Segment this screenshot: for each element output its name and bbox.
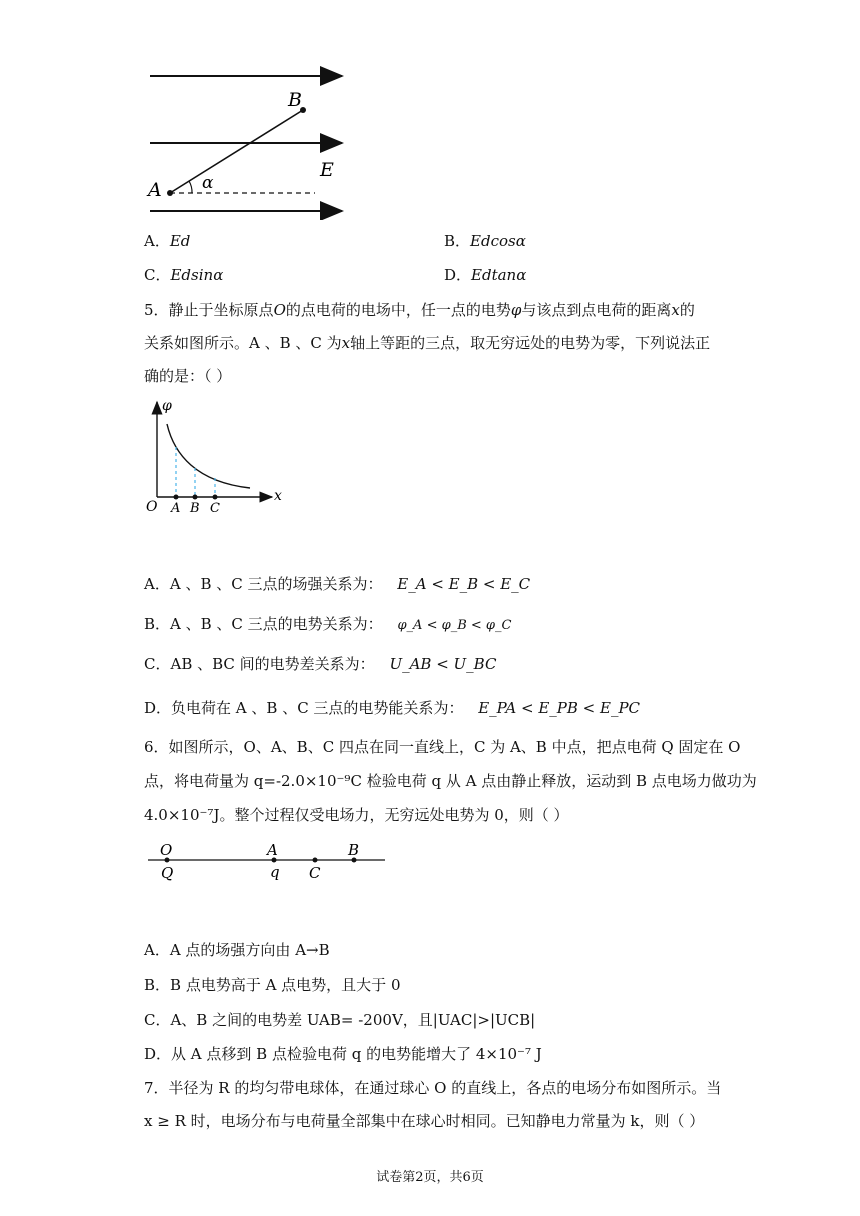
label-q-small: q [270,863,280,881]
label-phi: φ [162,398,172,414]
label-b: B [288,89,302,111]
dot-c [313,858,318,863]
q5-option-c: C．AB 、BC 间的电势差关系为： U_AB < U_BC [144,655,497,673]
label-e: E [320,159,334,181]
q4-option-a: A．Ed [144,232,191,250]
figure-q5-potential-graph [140,394,300,524]
label-a: A [148,179,162,201]
q6-stem-line3: 4.0×10⁻⁷J。整个过程仅受电场力，无穷远处电势为 0，则（ ） [144,806,569,824]
q6-option-c: C．A、B 之间的电势差 UAB= -200V，且|UAC|>|UCB| [144,1011,536,1029]
q4-option-c: C．Edsinα [144,266,224,284]
q6-option-a: A．A 点的场强方向由 A→B [144,941,330,959]
label-o: O [146,499,158,515]
angle-arc [189,181,192,193]
q7-stem-line1: 7．半径为 R 的均匀带电球体，在通过球心 O 的直线上，各点的电场分布如图所示。当 [144,1079,722,1097]
figure-q4-field-lines [140,60,360,220]
label-q-big: Q [161,864,174,882]
q6-option-d: D．从 A 点移到 B 点检验电荷 q 的电势能增大了 4×10⁻⁷ J [144,1045,542,1063]
q5-option-d: D．负电荷在 A 、B 、C 三点的电势能关系为： E_PA < E_PB < E_PC [144,699,641,717]
dot-c [213,495,218,500]
q5-option-b: B．A 、B 、C 三点的电势关系为： φ_A < φ_B < φ_C [144,615,512,633]
q6-stem-line2: 点，将电荷量为 q=-2.0×10⁻⁹C 检验电荷 q 从 A 点由静止释放，运动到 B 点电场力做功为 [144,772,757,790]
potential-curve [167,424,250,488]
label-b: B [190,501,200,516]
dot-b [193,495,198,500]
page-footer: 试卷第2页，共6页 [376,1170,484,1185]
q4-option-d: D．Edtanα [444,266,527,284]
q5-stem-line3: 确的是：（ ） [144,367,232,385]
label-c: C [210,501,220,516]
q6-stem-line1: 6．如图所示，O、A、B、C 四点在同一直线上，C 为 A、B 中点，把点电荷 Q 固定在 O [144,738,741,756]
q5-option-a: A．A 、B 、C 三点的场强关系为： E_A < E_B < E_C [144,575,531,593]
label-alpha: α [202,173,214,193]
figure-q6-points-line [140,838,390,888]
q4-option-b: B．Edcosα [444,232,526,250]
label-b: B [348,841,360,859]
label-o: O [160,841,173,859]
label-a: A [267,841,278,859]
segment-ab [170,110,303,193]
label-x: x [274,488,282,504]
label-c: C [309,864,321,882]
q7-stem-line2: x ≥ R 时，电场分布与电荷量全部集中在球心时相同。已知静电力常量为 k，则（ ） [144,1112,705,1130]
label-a: A [171,501,181,516]
dot-a [174,495,179,500]
q5-stem-line2: 关系如图所示。A 、B 、C 为x轴上等距的三点，取无穷远处的电势为零，下列说法正 [144,334,711,352]
q6-option-b: B．B 点电势高于 A 点电势，且大于 0 [144,976,401,994]
q5-stem-line1: 5．静止于坐标原点O的点电荷的电场中，任一点的电势φ与该点到点电荷的距离x的 [144,301,695,319]
point-a [167,190,173,196]
